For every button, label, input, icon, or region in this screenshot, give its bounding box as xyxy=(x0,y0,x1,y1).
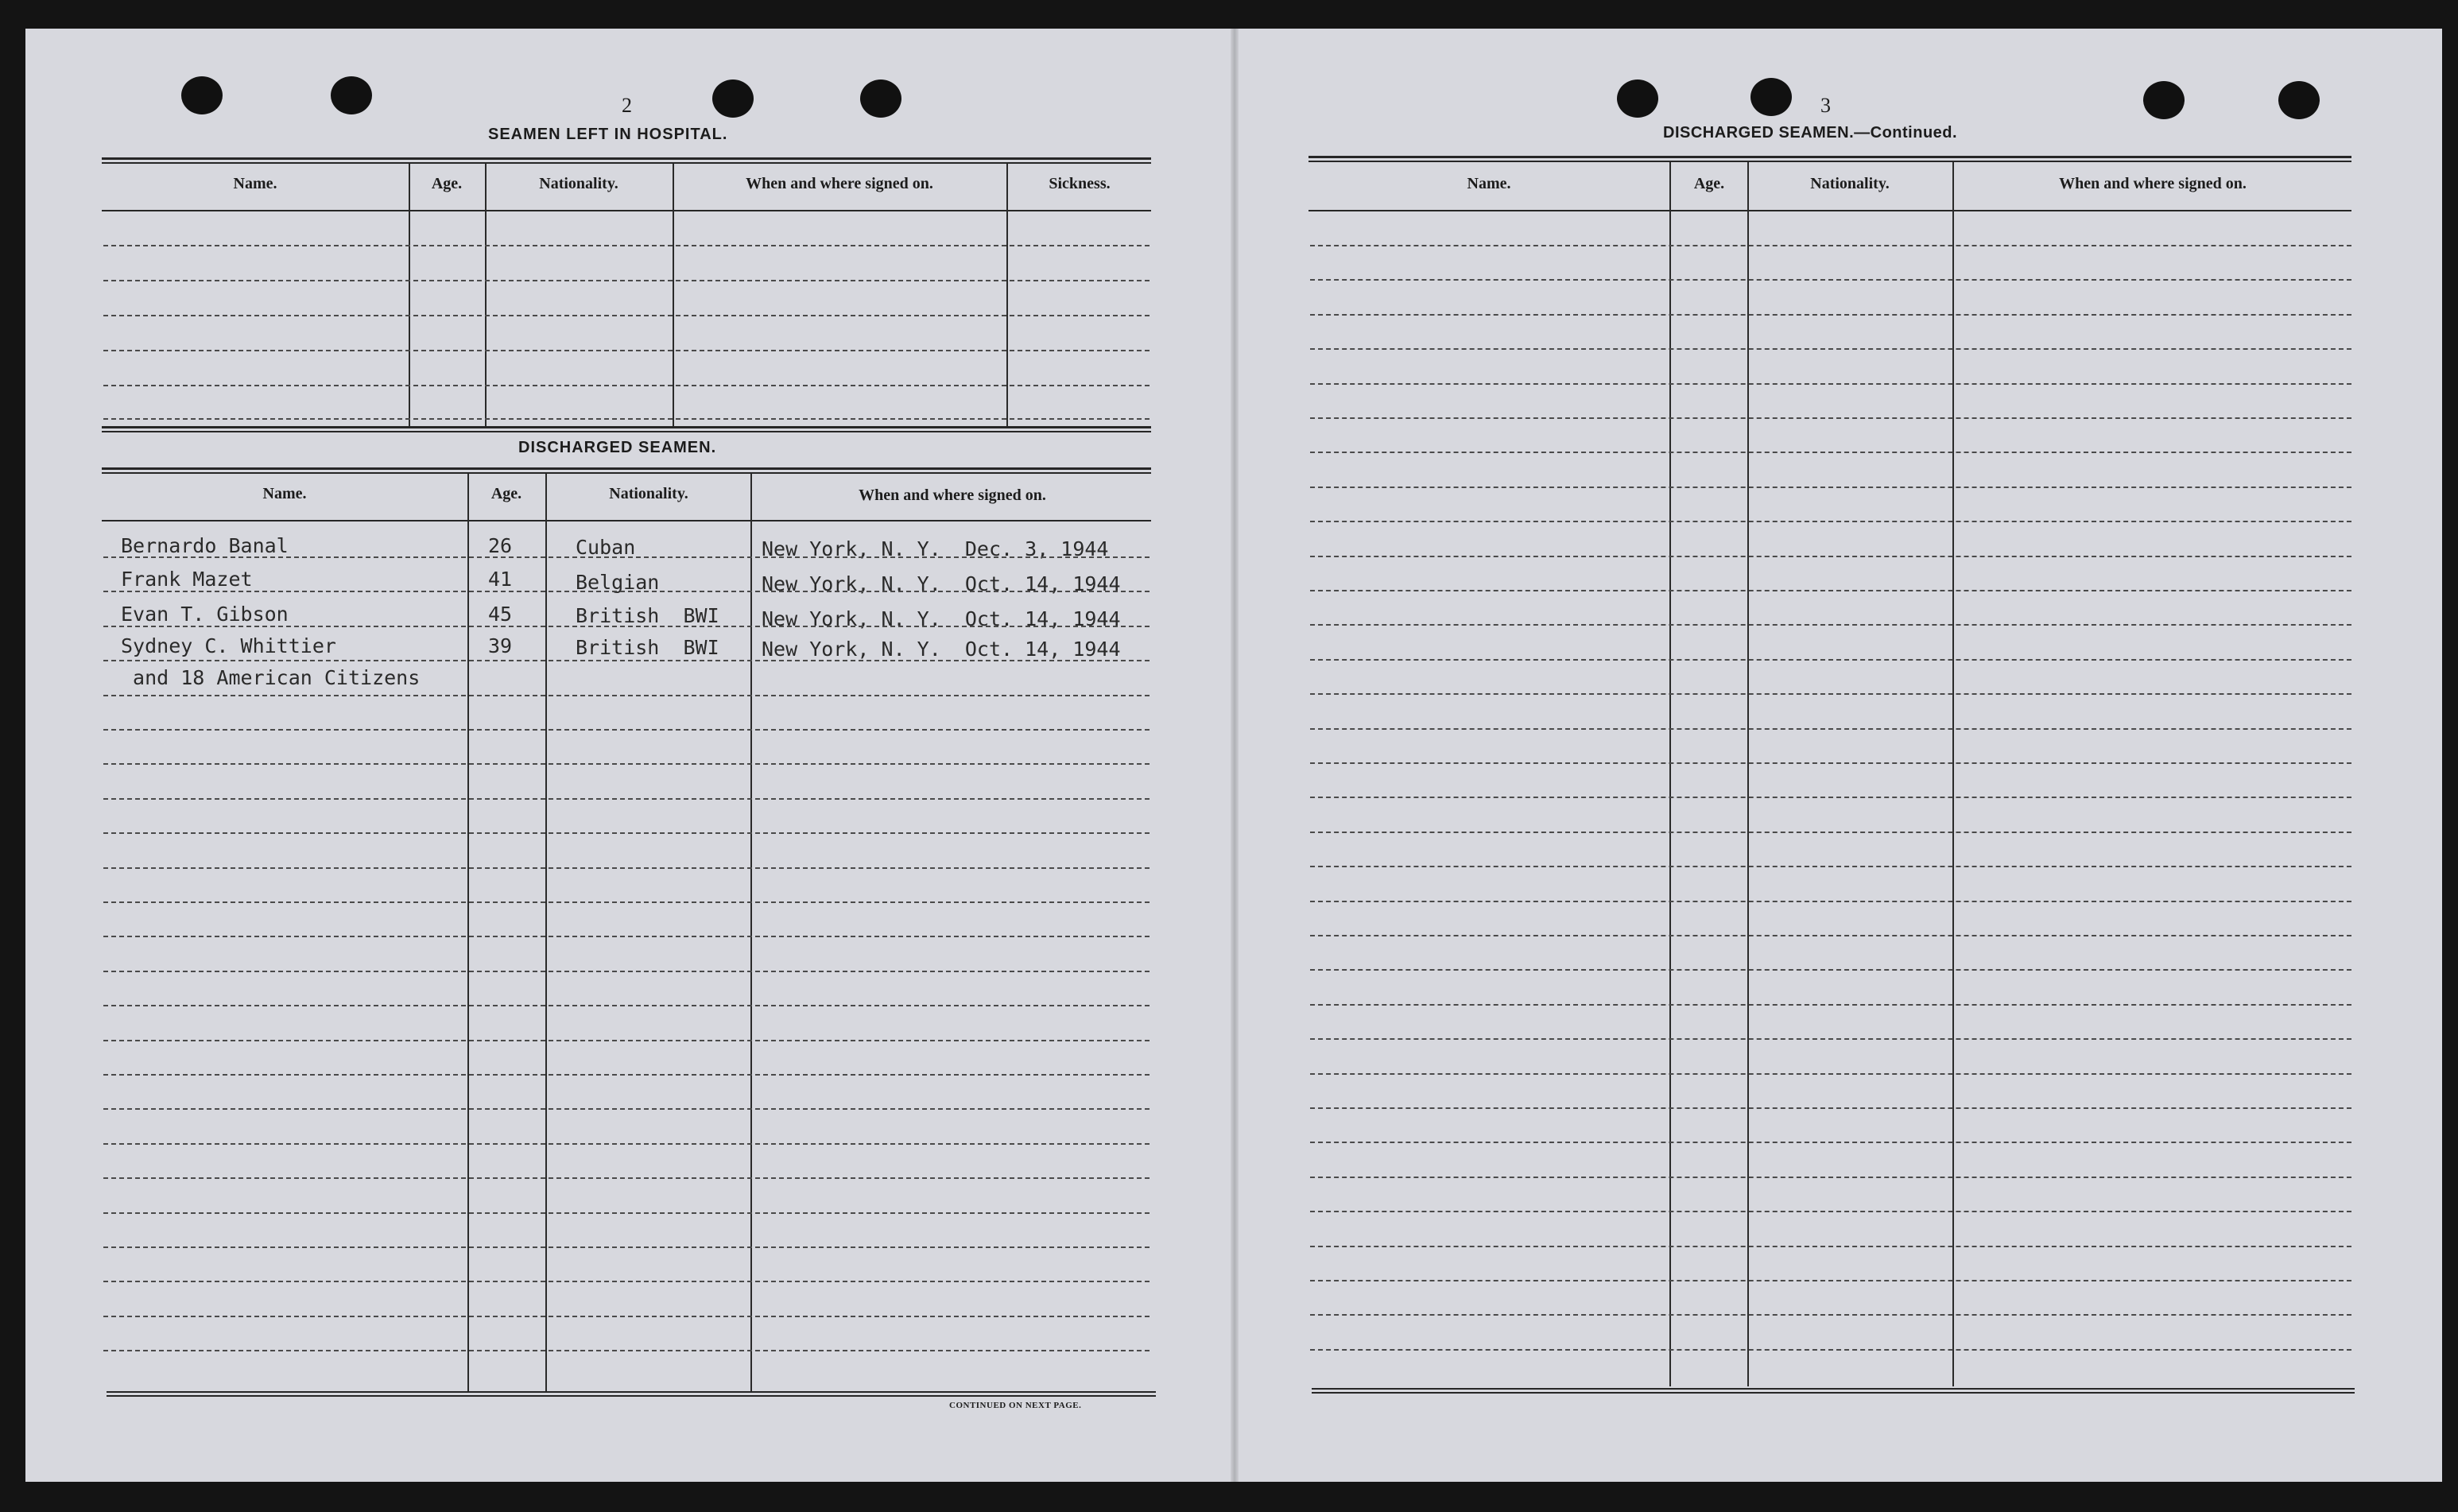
rule xyxy=(102,467,1151,470)
entry-line xyxy=(103,971,1150,972)
entry-line xyxy=(1310,279,2351,281)
punch-hole xyxy=(181,76,223,114)
entry-line xyxy=(1310,866,2351,867)
row-5-name: and 18 American Citizens xyxy=(121,666,421,689)
rule xyxy=(1312,1388,2355,1390)
entry-line xyxy=(103,1074,1150,1076)
row-1-nationality: Cuban xyxy=(576,536,636,559)
hospital-col-age: Age. xyxy=(431,175,463,192)
entry-line xyxy=(1310,1349,2351,1351)
entry-line xyxy=(1310,624,2351,626)
entry-line xyxy=(1310,935,2351,936)
entry-line xyxy=(1310,832,2351,833)
entry-line xyxy=(103,901,1150,903)
rule xyxy=(102,210,1151,211)
entry-line xyxy=(103,626,1150,627)
entry-line xyxy=(103,1108,1150,1110)
entry-line xyxy=(103,832,1150,834)
column-divider xyxy=(409,164,410,426)
row-1-name: Bernardo Banal xyxy=(121,534,289,557)
entry-line xyxy=(103,1212,1150,1214)
entry-line xyxy=(1310,693,2351,695)
punch-hole xyxy=(1750,78,1792,116)
entry-line xyxy=(103,418,1150,420)
rule xyxy=(102,157,1151,160)
entry-line xyxy=(1310,728,2351,730)
row-3-nationality: British BWI xyxy=(576,604,719,627)
entry-line xyxy=(103,729,1150,731)
entry-line xyxy=(1310,1211,2351,1212)
entry-line xyxy=(1310,762,2351,764)
row-1-age: 26 xyxy=(488,534,513,557)
row-4-age: 39 xyxy=(488,634,513,657)
punch-hole xyxy=(331,76,372,114)
page-number: 3 xyxy=(1820,94,1831,117)
row-1-signed-on: New York, N. Y. Dec. 3, 1944 xyxy=(762,537,1109,560)
column-divider xyxy=(1669,162,1671,1386)
hospital-col-sickness: Sickness. xyxy=(1049,175,1111,192)
column-divider xyxy=(1006,164,1008,426)
entry-line xyxy=(1310,1142,2351,1143)
entry-line xyxy=(103,1040,1150,1041)
column-divider xyxy=(750,474,752,1391)
row-3-name: Evan T. Gibson xyxy=(121,603,289,626)
hospital-col-nationality: Nationality. xyxy=(539,175,618,192)
entry-line xyxy=(1310,659,2351,661)
rule xyxy=(1308,210,2351,211)
continued-col-signed-on: When and where signed on. xyxy=(2059,175,2247,192)
column-divider xyxy=(1952,162,1954,1386)
punch-hole xyxy=(712,79,754,118)
column-divider xyxy=(1747,162,1749,1386)
entry-line xyxy=(1310,969,2351,971)
entry-line xyxy=(1310,556,2351,557)
entry-line xyxy=(1310,590,2351,591)
entry-line xyxy=(1310,1314,2351,1316)
entry-line xyxy=(103,1316,1150,1317)
page-number: 2 xyxy=(622,94,632,117)
rule xyxy=(102,426,1151,428)
row-3-age: 45 xyxy=(488,603,513,626)
entry-line xyxy=(103,245,1150,246)
rule xyxy=(1308,161,2351,162)
page-fold xyxy=(1231,29,1239,1482)
entry-line xyxy=(1310,245,2351,246)
entry-line xyxy=(103,867,1150,869)
column-divider xyxy=(545,474,547,1391)
rule xyxy=(102,431,1151,432)
row-2-name: Frank Mazet xyxy=(121,568,253,591)
punch-hole xyxy=(1617,79,1658,118)
entry-line xyxy=(103,1281,1150,1282)
continued-col-nationality: Nationality. xyxy=(1810,175,1890,192)
rule xyxy=(1308,156,2351,158)
rule xyxy=(102,162,1151,164)
entry-line xyxy=(103,763,1150,765)
entry-line xyxy=(1310,1038,2351,1040)
hospital-col-signed-on: When and where signed on. xyxy=(746,175,933,192)
rule xyxy=(107,1391,1156,1393)
rule xyxy=(102,472,1151,474)
discharged-section-title: DISCHARGED SEAMEN. xyxy=(518,439,717,456)
entry-line xyxy=(1310,417,2351,419)
entry-line xyxy=(1310,348,2351,350)
row-4-signed-on: New York, N. Y. Oct. 14, 1944 xyxy=(762,638,1121,661)
discharged-continued-title: DISCHARGED SEAMEN.—Continued. xyxy=(1663,124,1958,142)
entry-line xyxy=(1310,1107,2351,1109)
entry-line xyxy=(103,1177,1150,1179)
discharged-col-name: Name. xyxy=(262,485,307,502)
entry-line xyxy=(1310,1280,2351,1281)
entry-line xyxy=(1310,1177,2351,1178)
entry-line xyxy=(1310,452,2351,453)
entry-line xyxy=(1310,901,2351,902)
entry-line xyxy=(103,591,1150,592)
row-2-signed-on: New York, N. Y. Oct. 14, 1944 xyxy=(762,572,1121,595)
entry-line xyxy=(103,280,1150,281)
entry-line xyxy=(103,350,1150,351)
row-4-nationality: British BWI xyxy=(576,636,719,659)
entry-line xyxy=(103,385,1150,386)
hospital-col-name: Name. xyxy=(233,175,277,192)
continued-col-age: Age. xyxy=(1693,175,1725,192)
row-3-signed-on: New York, N. Y. Oct. 14, 1944 xyxy=(762,607,1121,630)
rule xyxy=(107,1395,1156,1397)
entry-line xyxy=(103,660,1150,661)
entry-line xyxy=(103,1143,1150,1145)
rule xyxy=(102,520,1151,521)
discharged-col-nationality: Nationality. xyxy=(609,485,688,502)
discharged-col-signed-on: When and where signed on. xyxy=(859,487,1046,504)
entry-line xyxy=(1310,1246,2351,1247)
entry-line xyxy=(1310,797,2351,798)
entry-line xyxy=(103,1005,1150,1006)
entry-line xyxy=(1310,383,2351,385)
row-2-nationality: Belgian xyxy=(576,571,660,594)
entry-line xyxy=(1310,1004,2351,1006)
punch-hole xyxy=(860,79,901,118)
entry-line xyxy=(103,1350,1150,1351)
column-divider xyxy=(485,164,487,426)
hospital-section-title: SEAMEN LEFT IN HOSPITAL. xyxy=(488,126,728,143)
punch-hole xyxy=(2278,81,2320,119)
entry-line xyxy=(1310,1073,2351,1075)
row-2-age: 41 xyxy=(488,568,513,591)
punch-hole xyxy=(2143,81,2185,119)
continued-col-name: Name. xyxy=(1467,175,1511,192)
row-4-name: Sydney C. Whittier xyxy=(121,634,336,657)
entry-line xyxy=(103,315,1150,316)
entry-line xyxy=(103,936,1150,937)
column-divider xyxy=(467,474,469,1391)
entry-line xyxy=(103,695,1150,696)
entry-line xyxy=(103,798,1150,800)
continued-note: CONTINUED ON NEXT PAGE. xyxy=(949,1401,1082,1410)
entry-line xyxy=(103,556,1150,558)
column-divider xyxy=(673,164,674,426)
entry-line xyxy=(1310,487,2351,488)
discharged-col-age: Age. xyxy=(490,485,522,502)
entry-line xyxy=(103,1246,1150,1248)
entry-line xyxy=(1310,314,2351,316)
rule xyxy=(1312,1392,2355,1394)
entry-line xyxy=(1310,521,2351,522)
